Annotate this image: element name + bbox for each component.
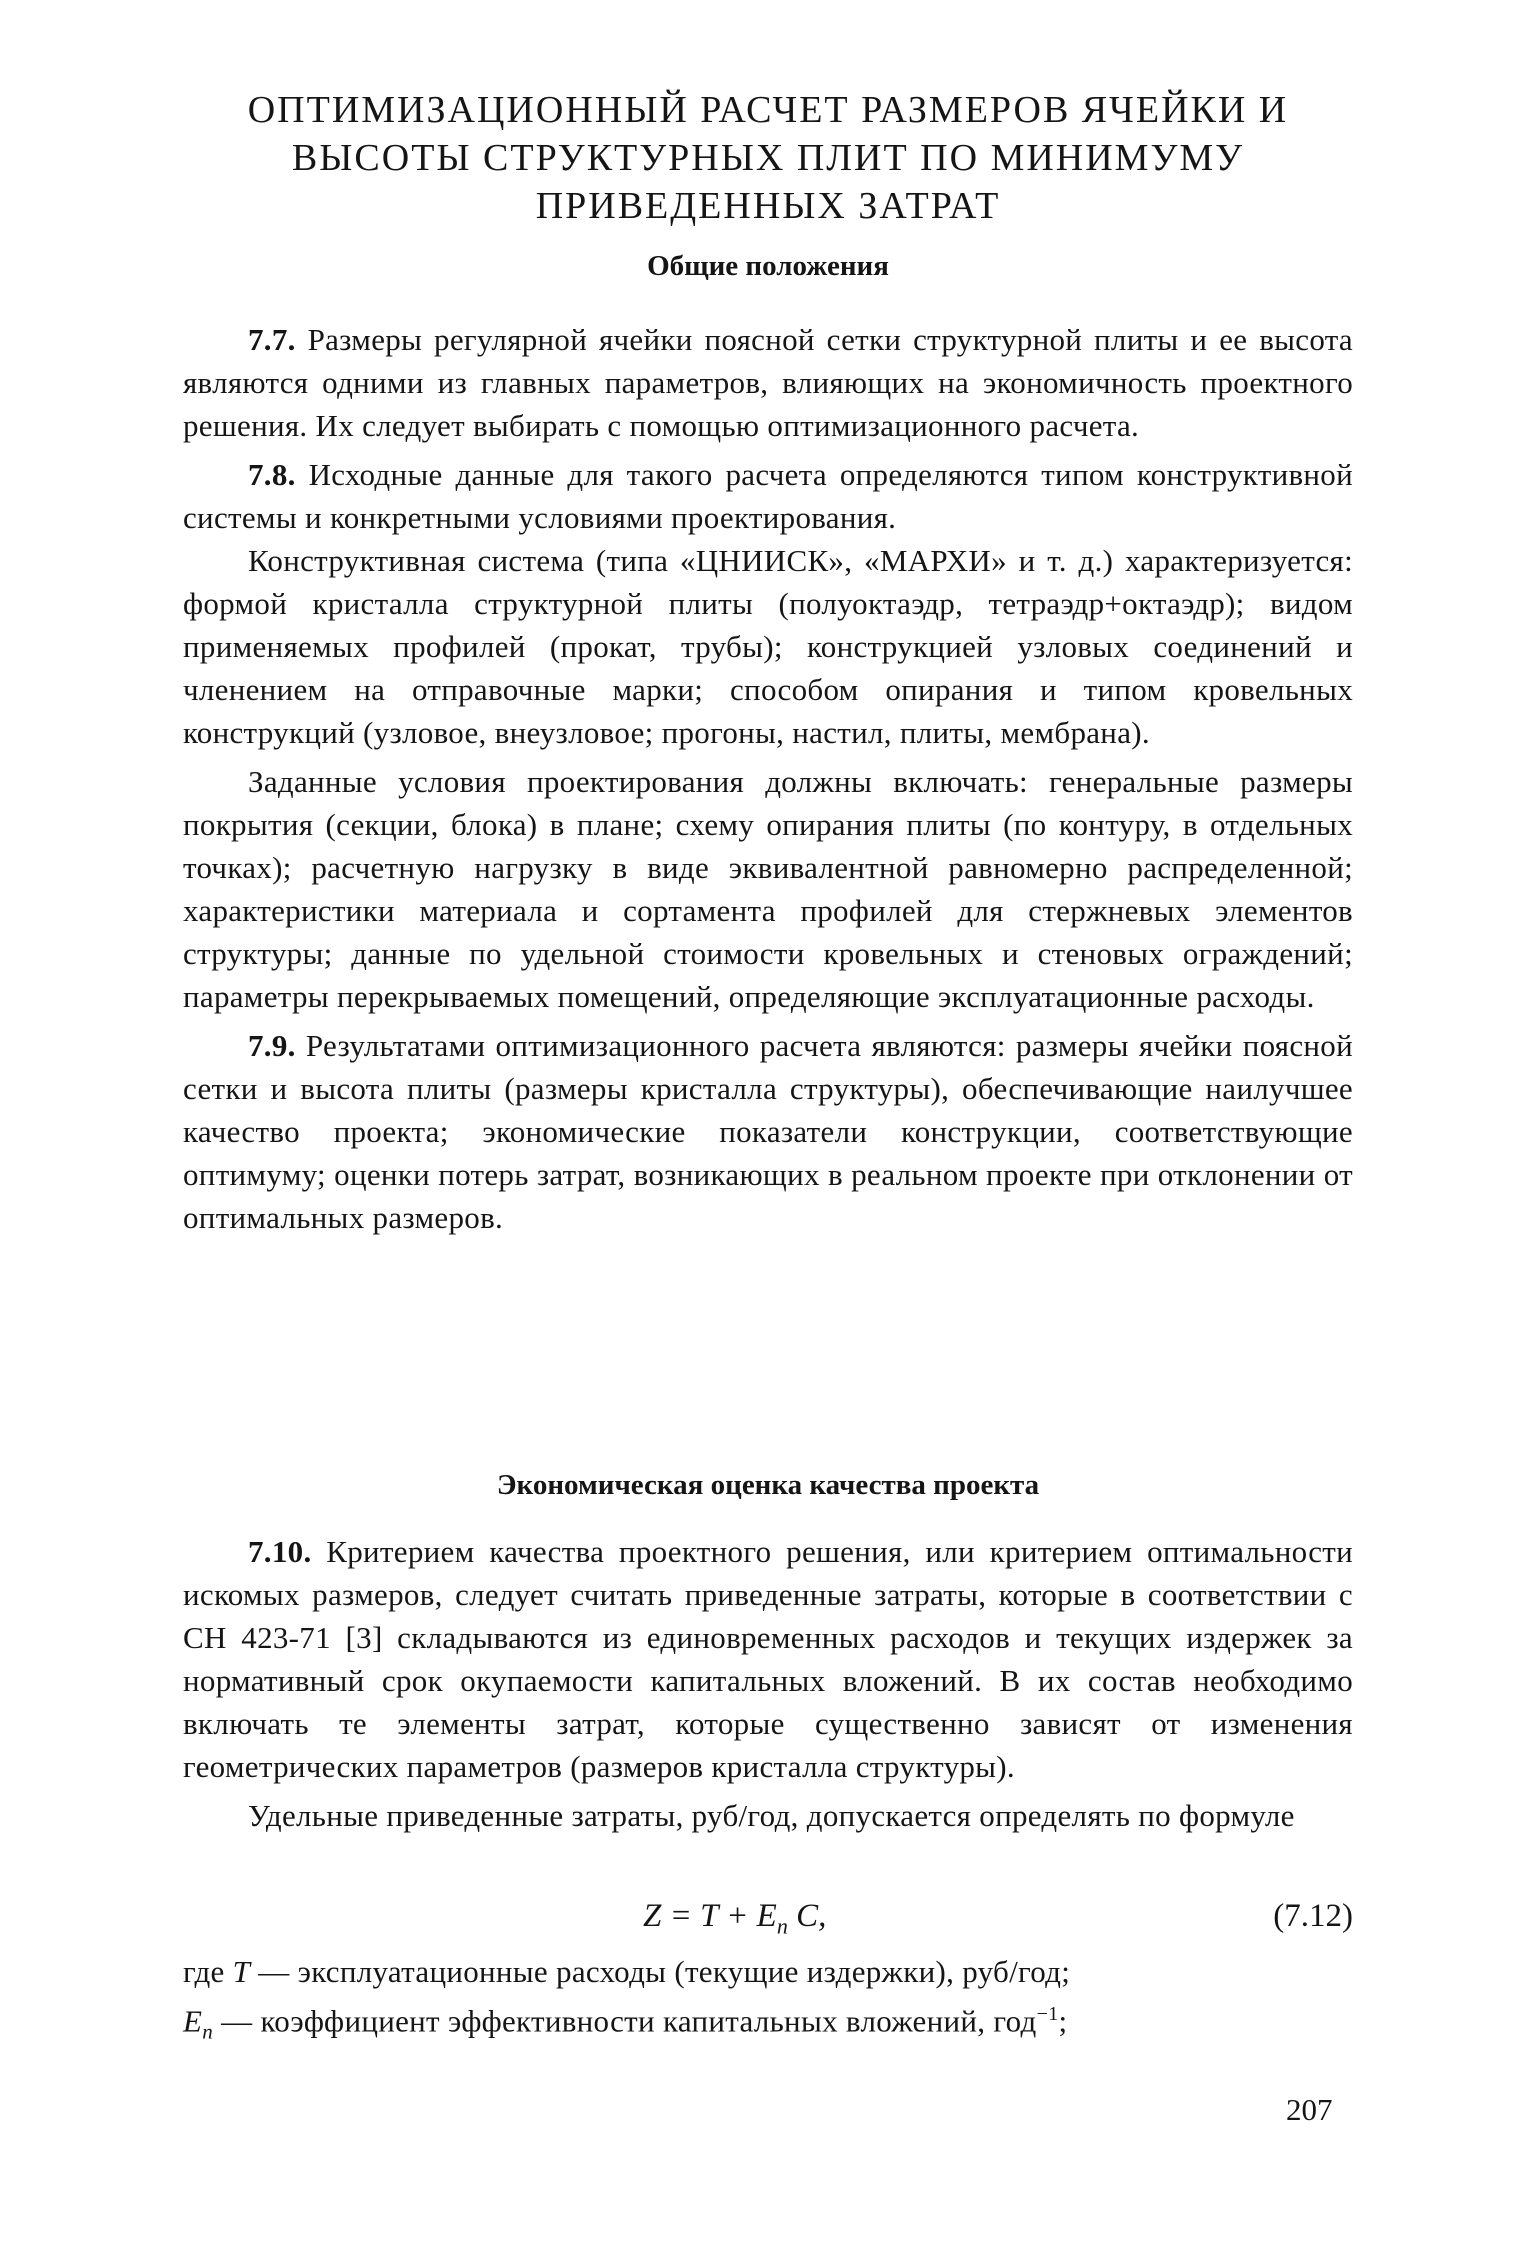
paragraph-7-10 [183, 1530, 1353, 1788]
paragraph-text: Результатами оптимизационного расчета являются: размеры ячейки поясной сетки и высота плиты (размеры кристалла структуры), обеспечивающие наилучшее качество проекта; экономические показатели конструкции, соответствующие оптимуму; оценки потерь затрат, возникающих в реальном проекте при отклонении от оптимальных размеров. [183, 1028, 1353, 1235]
formula-number: (7.12) [1273, 1898, 1353, 1934]
section-economic-body [183, 1530, 1353, 1837]
paragraph-7-8 [183, 453, 1353, 539]
paragraph-text: Исходные данные для такого расчета определяются типом конструктивной системы и конкретными условиями проектирования. [183, 457, 1353, 535]
paragraph-7-9 [183, 1024, 1353, 1239]
title-line-2: ВЫСОТЫ СТРУКТУРНЫХ ПЛИТ ПО МИНИМУМУ [291, 137, 1245, 179]
paragraph-number: 7.10. [248, 1534, 312, 1569]
paragraph-number: 7.9. [248, 1028, 296, 1063]
paragraph-7-8-design-conditions: Заданные условия проектирования должны включать: генеральные размеры покрытия (секции, блока) в плане; схему опирания плиты (по контуру, в отдельных точках); расчетную нагрузку в виде эквивалентной равномерно распределенной; характеристики материала и сортамента профилей для стержневых элементов структуры; данные по удельной стоимости кровельных и стеновых ограждений; параметры перекрываемых помещений, определяющие эксплуатационные расходы. [183, 764, 1353, 1014]
formula-expression: $Z = T + E_n$ C, [643, 1898, 827, 1939]
paragraph-7-7 [183, 318, 1353, 447]
chapter-title [180, 86, 1356, 230]
definition-En: $E_n$ — коэффициент эффективности капитальных вложений, год$^{-1}$; [183, 2003, 1068, 2044]
paragraph-7-8-structural-system: Конструктивная система (типа «ЦНИИСК», «МАРХИ» и т. д.) характеризуется: формой кристалла структурной плиты (полуоктаэдр, тетраэдр+октаэдр); видом применяемых профилей (прокат, трубы); конструкцией узловых соединений и членением на отправочные марки; способом опирания и типом кровельных конструкций (узловое, внеузловое; прогоны, настил, плиты, мембрана). [183, 543, 1353, 750]
paragraph-text: Размеры регулярной ячейки поясной сетки структурной плиты и ее высота являются одними из главных параметров, влияющих на экономичность проектного решения. Их следует выбирать с помощью оптимизационного расчета. [183, 322, 1353, 443]
formula-7-12 [183, 1892, 1353, 1940]
formula-definitions [183, 1950, 1353, 2054]
definition-T: где T — эксплуатационные расходы (текущие издержки), руб/год; [183, 1954, 1071, 1989]
section-heading-general: Общие положения [647, 250, 889, 282]
section-general-body [183, 318, 1353, 1239]
title-line-1: ОПТИМИЗАЦИОННЫЙ РАСЧЕТ РАЗМЕРОВ ЯЧЕЙКИ И [247, 89, 1289, 131]
section-heading-economic: Экономическая оценка качества проекта [496, 1469, 1040, 1501]
title-line-3: ПРИВЕДЕННЫХ ЗАТРАТ [535, 185, 1001, 227]
page-number: 207 [1286, 2092, 1333, 2127]
paragraph-text: Критерием качества проектного решения, или критерием оптимальности искомых размеров, следует считать приведенные затраты, которые в соответствии с СН 423-71 [3] складываются из единовременных расходов и текущих издержек за нормативный срок окупаемости капитальных вложений. В их состав необходимо включать те элементы затрат, которые существенно зависят от изменения геометрических параметров (размеров кристалла структуры). [183, 1534, 1353, 1784]
paragraph-number: 7.8. [248, 457, 296, 492]
paragraph-number: 7.7. [248, 322, 296, 357]
paragraph-formula-intro: Удельные приведенные затраты, руб/год, допускается определять по формуле [248, 1798, 1295, 1833]
